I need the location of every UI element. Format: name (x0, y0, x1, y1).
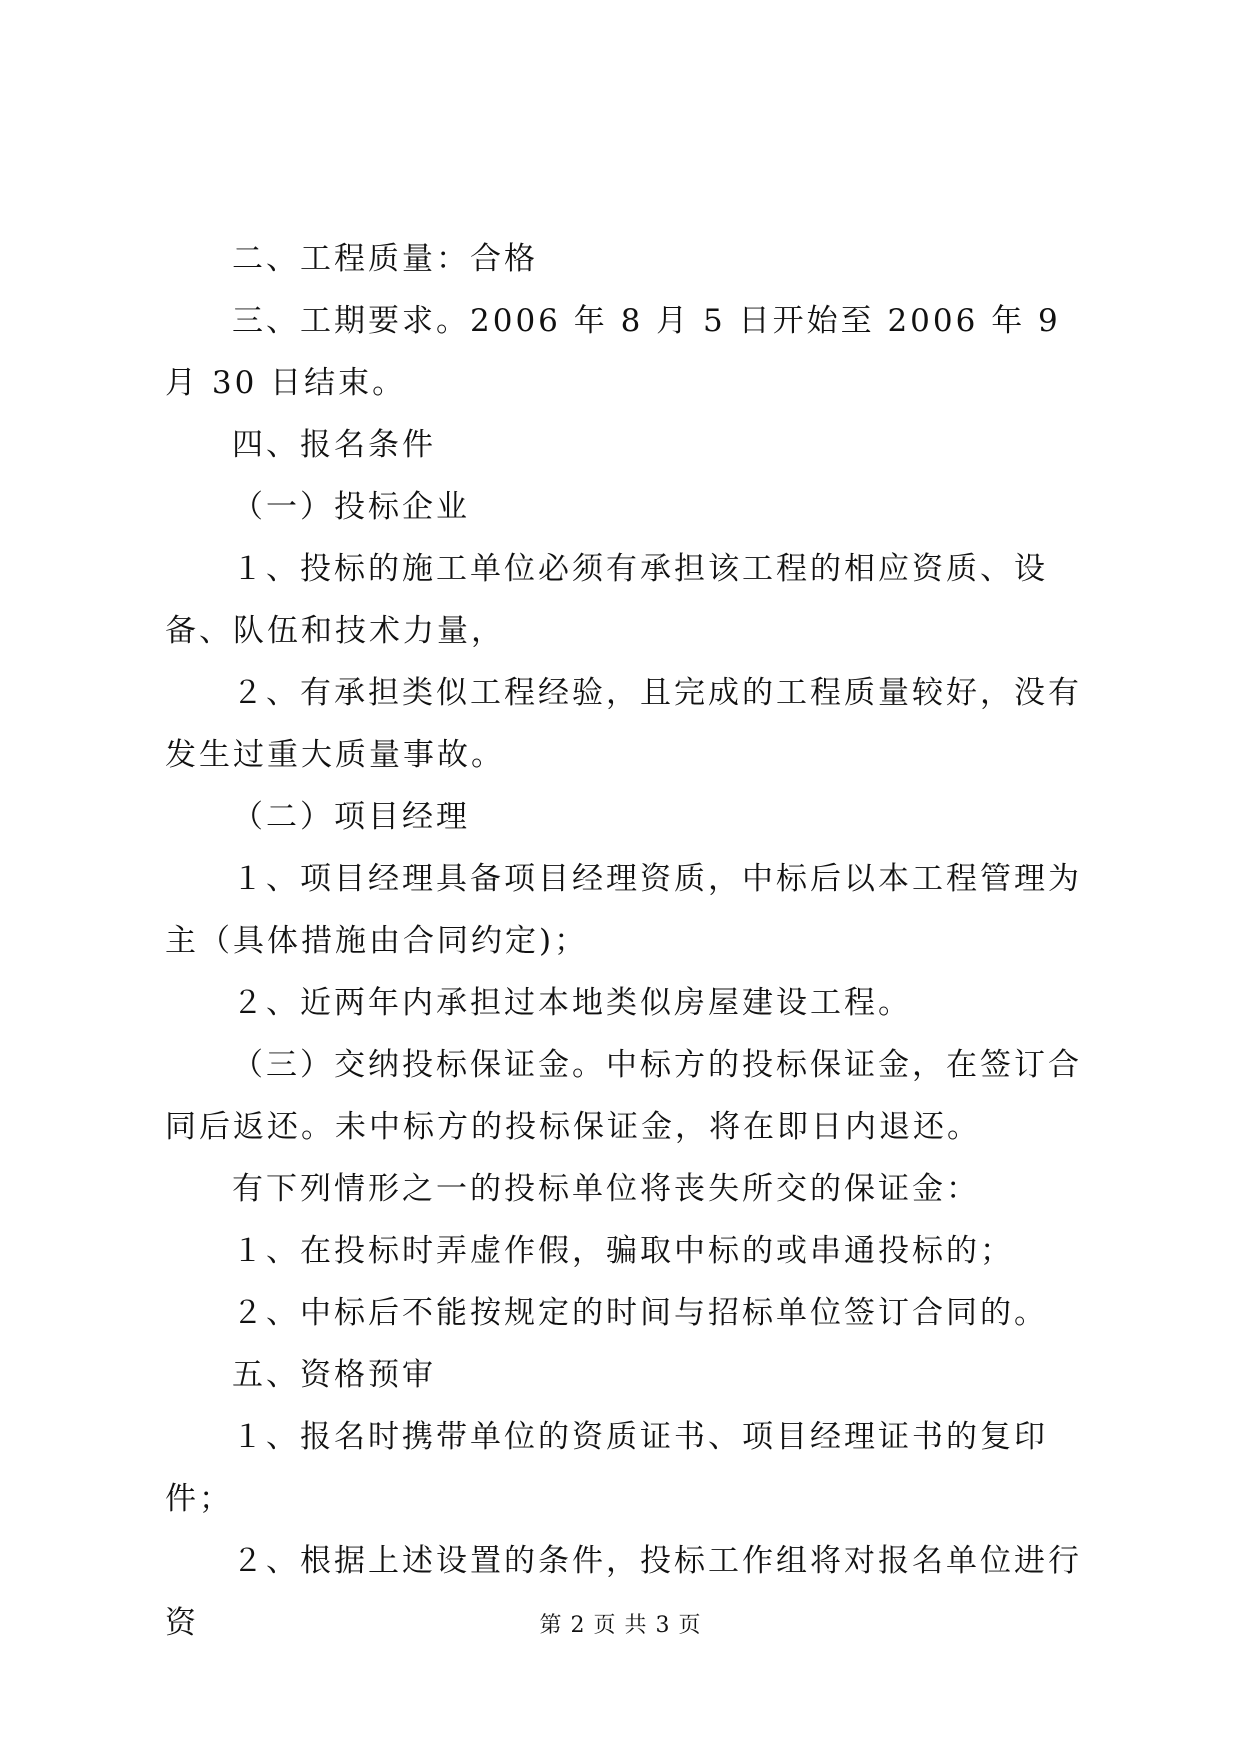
paragraph: １、投标的施工单位必须有承担该工程的相应资质、设备、队伍和技术力量， (165, 551, 1048, 649)
paragraph: ２、根据上述设置的条件，投标工作组将对报名单位进行资 (165, 1543, 1082, 1641)
paragraph: ２、有承担类似工程经验，且完成的工程质量较好，没有发生过重大质量事故。 (165, 675, 1082, 773)
paragraph: （一）投标企业 (232, 489, 470, 525)
paragraph: （三）交纳投标保证金。中标方的投标保证金，在签订合同后返还。未中标方的投标保证金，将在即日内退还。 (165, 1047, 1082, 1145)
paragraph: ２、中标后不能按规定的时间与招标单位签订合同的。 (232, 1295, 1048, 1331)
page-number: 第 2 页 共 3 页 (539, 1613, 702, 1638)
paragraph: １、报名时携带单位的资质证书、项目经理证书的复印件； (165, 1419, 1048, 1517)
paragraph: １、项目经理具备项目经理资质，中标后以本工程管理为主（具体措施由合同约定)； (165, 861, 1082, 959)
paragraph: 四、报名条件 (232, 427, 436, 463)
paragraph: 二、工程质量：合格 (232, 241, 538, 277)
paragraph: 三、工期要求。2006 年 8 月 5 日开始至 2006 年 9 月 30 日结束。 (165, 303, 1061, 401)
paragraph: （二）项目经理 (232, 799, 470, 835)
paragraph: 有下列情形之一的投标单位将丧失所交的保证金： (232, 1171, 980, 1207)
page-footer (0, 1608, 1241, 1639)
paragraph: 五、资格预审 (232, 1357, 436, 1393)
paragraph: １、在投标时弄虚作假，骗取中标的或串通投标的； (232, 1233, 1014, 1269)
document-body (165, 228, 1085, 1654)
paragraph: ２、近两年内承担过本地类似房屋建设工程。 (232, 985, 912, 1021)
